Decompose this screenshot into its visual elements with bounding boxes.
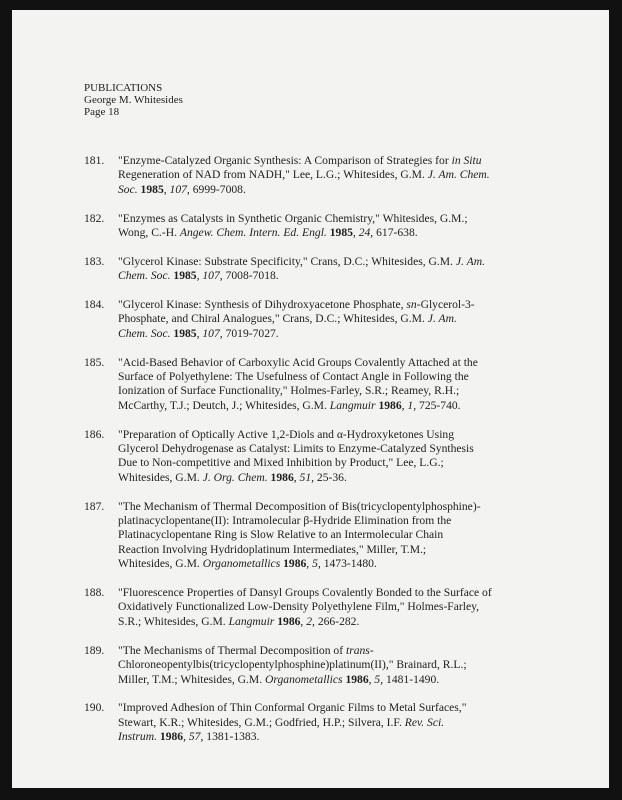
text-segment: "Improved Adhesion of Thin Conformal Organic Films to Metal Surfaces," <box>118 701 467 715</box>
text-segment: Regeneration of NAD from NADH," Lee, L.G.; Whitesides, G.M. <box>118 168 428 182</box>
bold-text: 1986 <box>378 398 402 412</box>
italic-text: Chem. Soc. <box>118 269 171 283</box>
text-segment: "Glycerol Kinase: Synthesis of Dihydroxyacetone Phosphate, <box>118 298 407 312</box>
text-segment: Ionization of Surface Functionality," Holmes-Farley, S.R.; Reamey, R.H.; <box>118 384 460 398</box>
text-segment: Whitesides, G.M. <box>118 470 203 484</box>
text-segment: 7008-7018. <box>222 269 279 283</box>
text-segment: platinacyclopentane(II): Intramolecular β-Hydride Elimination from the <box>118 514 452 528</box>
reference-line <box>118 471 568 485</box>
text-segment: 1381-1383. <box>203 730 260 744</box>
italic-text: 107, <box>169 182 190 196</box>
text-segment: "The Mechanisms of Thermal Decomposition of <box>118 643 346 657</box>
reference-line <box>118 658 568 672</box>
text-segment: Glycerol Dehydrogenase as Catalyst: Limits to Enzyme-Catalyzed Synthesis <box>118 442 474 456</box>
reference-line <box>118 673 568 687</box>
header-page-number: Page 18 <box>84 106 120 118</box>
text-segment: S.R.; Whitesides, G.M. <box>118 614 229 628</box>
italic-text: 107, <box>202 326 223 340</box>
italic-text: 107, <box>202 269 223 283</box>
italic-text: 5, <box>312 557 321 571</box>
text-segment: Phosphate, and Chiral Analogues," Crans, D.C.; Whitesides, G.M. <box>118 312 428 326</box>
reference-item <box>84 154 568 197</box>
text-segment: 266-282. <box>314 614 360 628</box>
text-segment: 7019-7027. <box>222 326 279 340</box>
text-segment: , <box>352 226 359 240</box>
reference-line <box>118 557 568 571</box>
reference-number: 184. <box>84 298 105 312</box>
reference-line <box>118 255 568 269</box>
header-title: PUBLICATIONS <box>84 82 163 94</box>
bold-text: 1986 <box>270 470 294 484</box>
reference-item <box>84 356 568 414</box>
reference-line <box>118 543 568 557</box>
text-segment: Miller, T.M.; Whitesides, G.M. <box>118 672 266 686</box>
reference-line <box>118 269 568 283</box>
text-segment: -Glycerol-3- <box>416 298 475 312</box>
text-segment: Chloroneopentylbis(tricyclopentylphosphine)platinum(II)," Brainard, R.L.; <box>118 658 467 672</box>
page-header <box>84 82 183 118</box>
reference-line <box>118 442 568 456</box>
text-segment: "Fluorescence Properties of Dansyl Groups Covalently Bonded to the Surface of <box>118 586 492 600</box>
text-segment: "Acid-Based Behavior of Carboxylic Acid Groups Covalently Attached at the <box>118 355 478 369</box>
italic-text: J. Am. <box>455 254 485 268</box>
text-segment: - <box>369 643 374 657</box>
bold-text: 1986 <box>283 557 307 571</box>
reference-number: 190. <box>84 701 105 715</box>
reference-line <box>118 701 568 715</box>
text-segment: 725-740. <box>416 398 461 412</box>
reference-number: 182. <box>84 211 105 225</box>
text-segment: Platinacyclopentane Ring is Slow Relative to an Intermolecular Chain <box>118 528 444 542</box>
italic-text: trans <box>345 643 370 657</box>
italic-text: 5, <box>374 672 384 686</box>
reference-item <box>84 701 568 744</box>
text-segment: 25-36. <box>314 470 347 484</box>
reference-item <box>84 212 568 241</box>
text-segment: 617-638. <box>373 226 418 240</box>
text-segment: , <box>401 398 408 412</box>
italic-text: Soc. <box>118 182 138 196</box>
reference-number: 189. <box>84 643 105 657</box>
reference-number: 186. <box>84 427 105 441</box>
reference-line <box>118 226 568 240</box>
reference-line <box>118 528 568 542</box>
text-segment: "The Mechanism of Thermal Decomposition of Bis(tricyclopentylphosphine)- <box>118 499 481 513</box>
text-segment: , <box>306 557 313 571</box>
text-segment: , <box>196 326 203 340</box>
reference-line <box>118 212 568 226</box>
bold-text: 1985 <box>173 326 197 340</box>
reference-item <box>84 500 568 572</box>
reference-line <box>118 327 568 341</box>
italic-text: sn <box>406 298 417 312</box>
reference-number: 181. <box>84 154 105 167</box>
bold-text: 1986 <box>159 730 184 744</box>
reference-number: 187. <box>84 499 105 513</box>
italic-text: 2, <box>306 614 315 628</box>
italic-text: 51, <box>299 470 315 484</box>
italic-text: 24, <box>358 226 374 240</box>
document-page <box>12 10 609 788</box>
italic-text: J. Org. Chem. <box>202 470 268 484</box>
text-segment: Wong, C.-H. <box>118 226 180 240</box>
text-segment: Due to Non-competitive and Mixed Inhibition by Product," Lee, L.G.; <box>118 456 444 470</box>
italic-text: Instrum. <box>118 730 157 744</box>
reference-item <box>84 255 568 284</box>
reference-line <box>118 615 568 629</box>
bold-text: 1985 <box>173 269 197 283</box>
reference-line <box>118 716 568 730</box>
reference-line <box>118 644 568 658</box>
bold-text: 1986 <box>345 672 369 686</box>
italic-text: Organometallics <box>265 672 343 686</box>
reference-line <box>118 514 568 528</box>
reference-item <box>84 298 568 341</box>
reference-number: 185. <box>84 355 105 369</box>
italic-text: 57, <box>188 730 204 744</box>
reference-line <box>118 168 568 182</box>
italic-text: J. Am. Chem. <box>427 168 490 182</box>
header-author: George M. Whitesides <box>84 94 183 106</box>
text-segment: , <box>300 614 307 628</box>
reference-line <box>118 500 568 514</box>
text-segment: "Preparation of Optically Active 1,2-Diols and α-Hydroxyketones Using <box>118 427 455 441</box>
reference-line <box>118 154 568 168</box>
text-segment: Whitesides, G.M. <box>118 557 203 571</box>
reference-line <box>118 399 568 413</box>
reference-line <box>118 183 568 197</box>
reference-item <box>84 586 568 629</box>
reference-number: 188. <box>84 586 105 600</box>
reference-number: 183. <box>84 254 105 268</box>
italic-text: Angew. Chem. Intern. Ed. Engl. <box>179 226 327 240</box>
reference-item <box>84 428 568 486</box>
italic-text: 1, <box>407 398 417 412</box>
text-segment: , <box>183 730 189 744</box>
text-segment: 1473-1480. <box>320 557 377 571</box>
bold-text: 1985 <box>140 182 164 196</box>
text-segment: 6999-7008. <box>189 182 246 196</box>
reference-line <box>118 428 568 442</box>
italic-text: Organometallics <box>202 557 281 571</box>
text-segment: , <box>163 182 170 196</box>
italic-text: Rev. Sci. <box>404 715 445 729</box>
reference-line <box>118 356 568 370</box>
text-segment: Surface of Polyethylene: The Usefulness of Contact Angle in Following the <box>118 370 469 384</box>
bold-text: 1985 <box>329 226 353 240</box>
text-segment: , <box>196 269 203 283</box>
italic-text: Langmuir <box>228 614 275 628</box>
bold-text: 1986 <box>277 614 301 628</box>
text-segment: "Glycerol Kinase: Substrate Specificity," Crans, D.C.; Whitesides, G.M. <box>118 254 456 268</box>
reference-line <box>118 384 568 398</box>
italic-text: J. Am. <box>427 312 457 326</box>
text-segment: Reaction Involving Hydridoplatinum Intermediates," Miller, T.M.; <box>118 542 427 556</box>
reference-line <box>118 730 568 744</box>
text-segment: , <box>293 470 300 484</box>
italic-text: in Situ <box>451 154 482 167</box>
reference-line <box>118 298 568 312</box>
reference-line <box>118 586 568 600</box>
text-segment: Stewart, K.R.; Whitesides, G.M.; Godfried, H.P.; Silvera, I.F. <box>118 715 405 729</box>
reference-list <box>84 154 568 759</box>
reference-item <box>84 644 568 687</box>
reference-line <box>118 370 568 384</box>
text-segment: McCarthy, T.J.; Deutch, J.; Whitesides, G.M. <box>118 398 330 412</box>
text-segment: "Enzymes as Catalysts in Synthetic Organic Chemistry," Whitesides, G.M.; <box>118 211 468 225</box>
reference-line <box>118 600 568 614</box>
reference-line <box>118 312 568 326</box>
text-segment: , <box>368 672 375 686</box>
reference-line <box>118 456 568 470</box>
text-segment: 1481-1490. <box>383 672 440 686</box>
italic-text: Chem. Soc. <box>118 326 171 340</box>
italic-text: Langmuir <box>329 398 376 412</box>
text-segment: Oxidatively Functionalized Low-Density Polyethylene Film," Holmes-Farley, <box>118 600 480 614</box>
text-segment: "Enzyme-Catalyzed Organic Synthesis: A Comparison of Strategies for <box>118 154 452 167</box>
